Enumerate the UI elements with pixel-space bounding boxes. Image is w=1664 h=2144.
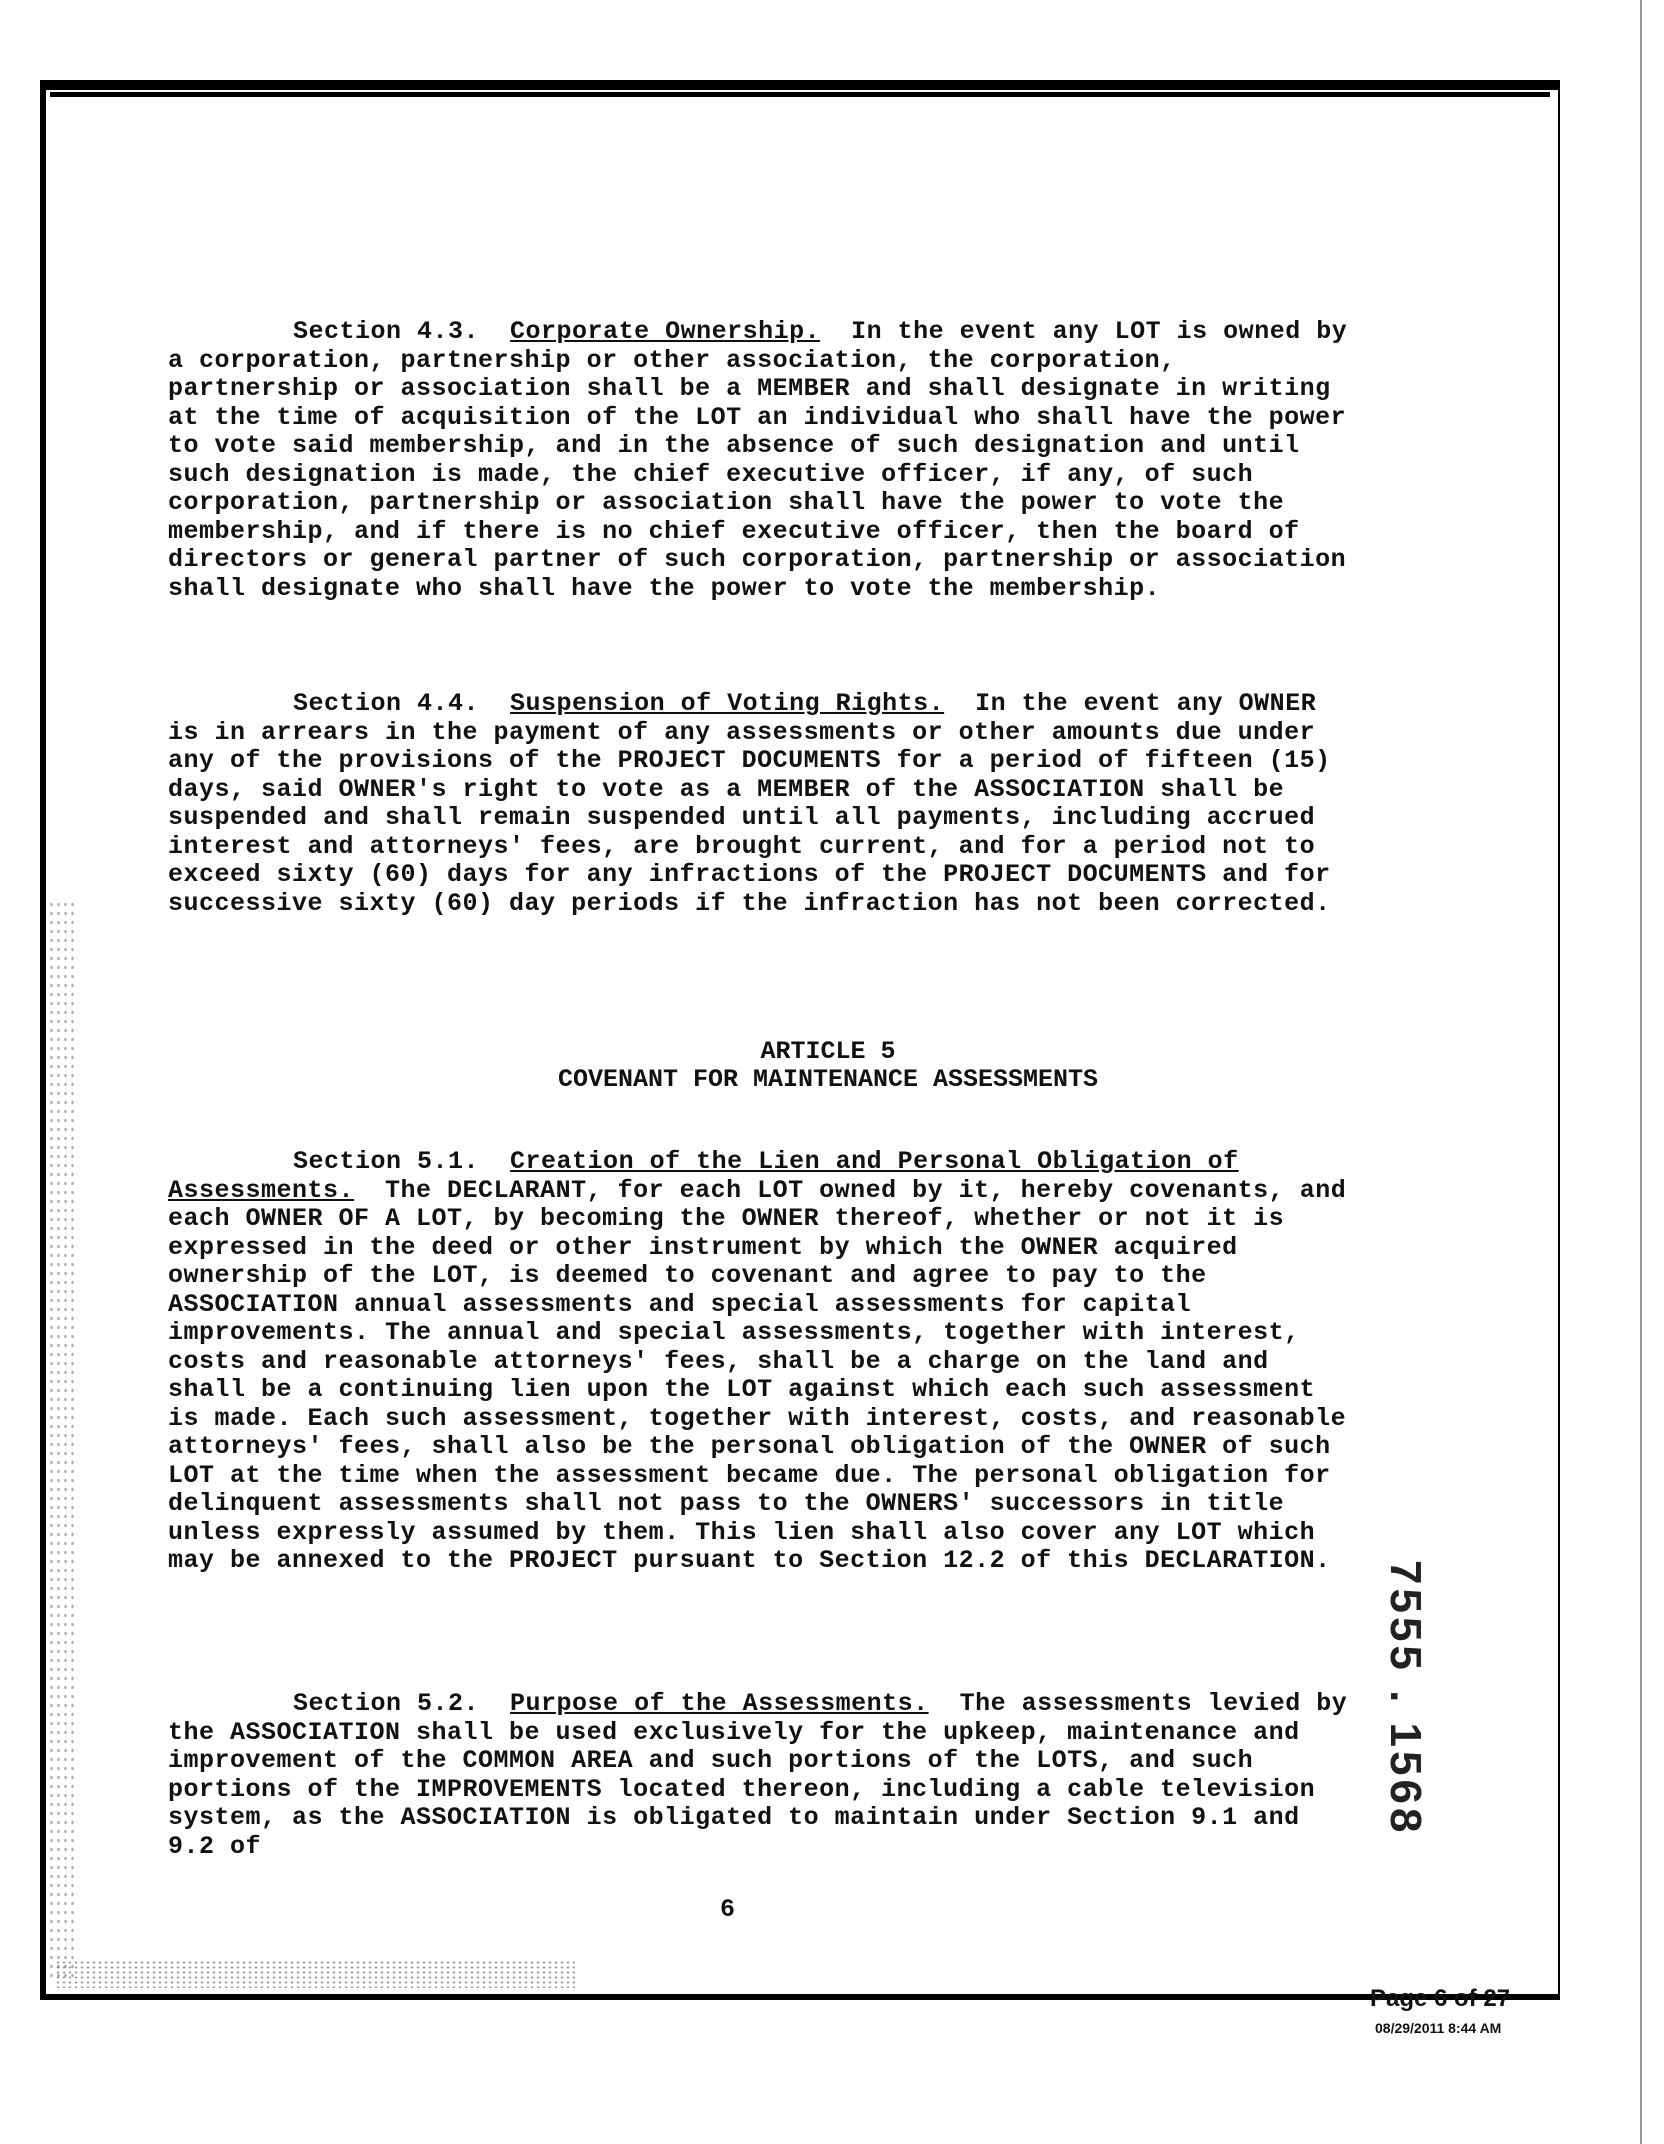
section-title: Creation of the Lien and Personal Obligation of Assessments. [168,1147,1239,1205]
scan-noise-left [48,900,78,1980]
article-title: COVENANT FOR MAINTENANCE ASSESSMENTS [557,1065,1099,1094]
section-text: In the event any OWNER is in arrears in the payment of any assessments or other amounts due under any of the provisions of the PROJECT DOCUMENTS for a period of fifteen (15) days, said OWNER's right to vote as a MEMBER of the ASSOCIATION shall be suspended and shall remain suspended until all payments, including accrued interest and attorneys' fees, are brought current, and for a period not to exceed sixty (60) days for any infractions of the PROJECT DOCUMENTS and for successive sixty (60) day periods if the infraction has not been corrected. [168,689,1331,918]
section-number: Section 5.1. [293,1147,480,1176]
section-text: In the event any LOT is owned by a corporation, partnership or other association, the corporation, partnership or association shall be a MEMBER and shall designate in writing at the time of acquisition of the LOT an individual who shall have the power to vote said membership, and in the absence of such designation and until such designation is made, the chief executive officer, if any, of such corporation, partnership or association shall have the power to vote the membership, and if there is no chief executive officer, then the board of directors or general partner of such corporation, partnership or association shall designate who shall have the power to vote the membership. [168,317,1348,603]
recording-stamp: 7555 . 1568 [1381,1560,1430,1837]
section-4-3 [168,318,1358,603]
section-text: The DECLARANT, for each LOT owned by it, hereby covenants, and each OWNER OF A LOT, by becoming the OWNER thereof, whether or not it is expressed in the deed or other instrument by which the OWNER acquired ownership of the LOT, is deemed to covenant and agree to pay to the ASSOCIATION annual assessments and special assessments for capital improvements. The annual and special assessments, together with interest, costs and reasonable attorneys' fees, shall be a charge on the land and shall be a continuing lien upon the LOT against which each such assessment is made. Each such assessment, together with interest, costs, and reasonable attorneys' fees, shall also be the personal obligation of the OWNER of such LOT at the time when the assessment became due. The personal obligation for delinquent assessments shall not pass to the OWNERS' successors in title unless expressly assumed by them. This lien shall also cover any LOT which may be annexed to the PROJECT pursuant to Section 12.2 of this DECLARATION. [168,1175,1347,1575]
page-of-label: Page 6 of 27 [1370,1985,1511,2012]
section-number: Section 5.2. [293,1689,480,1718]
section-text: The assessments levied by the ASSOCIATION shall be used exclusively for the upkeep, maintenance and improvement of the COMMON AREA and such portions of the LOTS, and such portions of the IMPROVEMENTS located thereon, including a cable television system, as the ASSOCIATION is obligated to maintain under Section 9.1 and 9.2 of [168,1689,1348,1861]
section-title: Suspension of Voting Rights. [510,689,945,718]
section-number: Section 4.3. [293,317,480,346]
page-number: 6 [720,1895,736,1924]
section-title: Purpose of the Assessments. [510,1689,929,1718]
section-4-4 [168,690,1358,918]
scan-right-edge [1640,0,1642,2144]
section-title: Corporate Ownership. [510,317,821,346]
scan-top-rule [50,92,1550,97]
scan-noise-bottom [55,1960,575,1988]
section-number: Section 4.4. [293,689,480,718]
article-heading [168,1038,1358,1094]
article-label: ARTICLE 5 [760,1037,896,1066]
print-timestamp: 08/29/2011 8:44 AM [1375,2020,1502,2036]
section-5-2 [168,1690,1358,1861]
section-5-1 [168,1148,1358,1576]
